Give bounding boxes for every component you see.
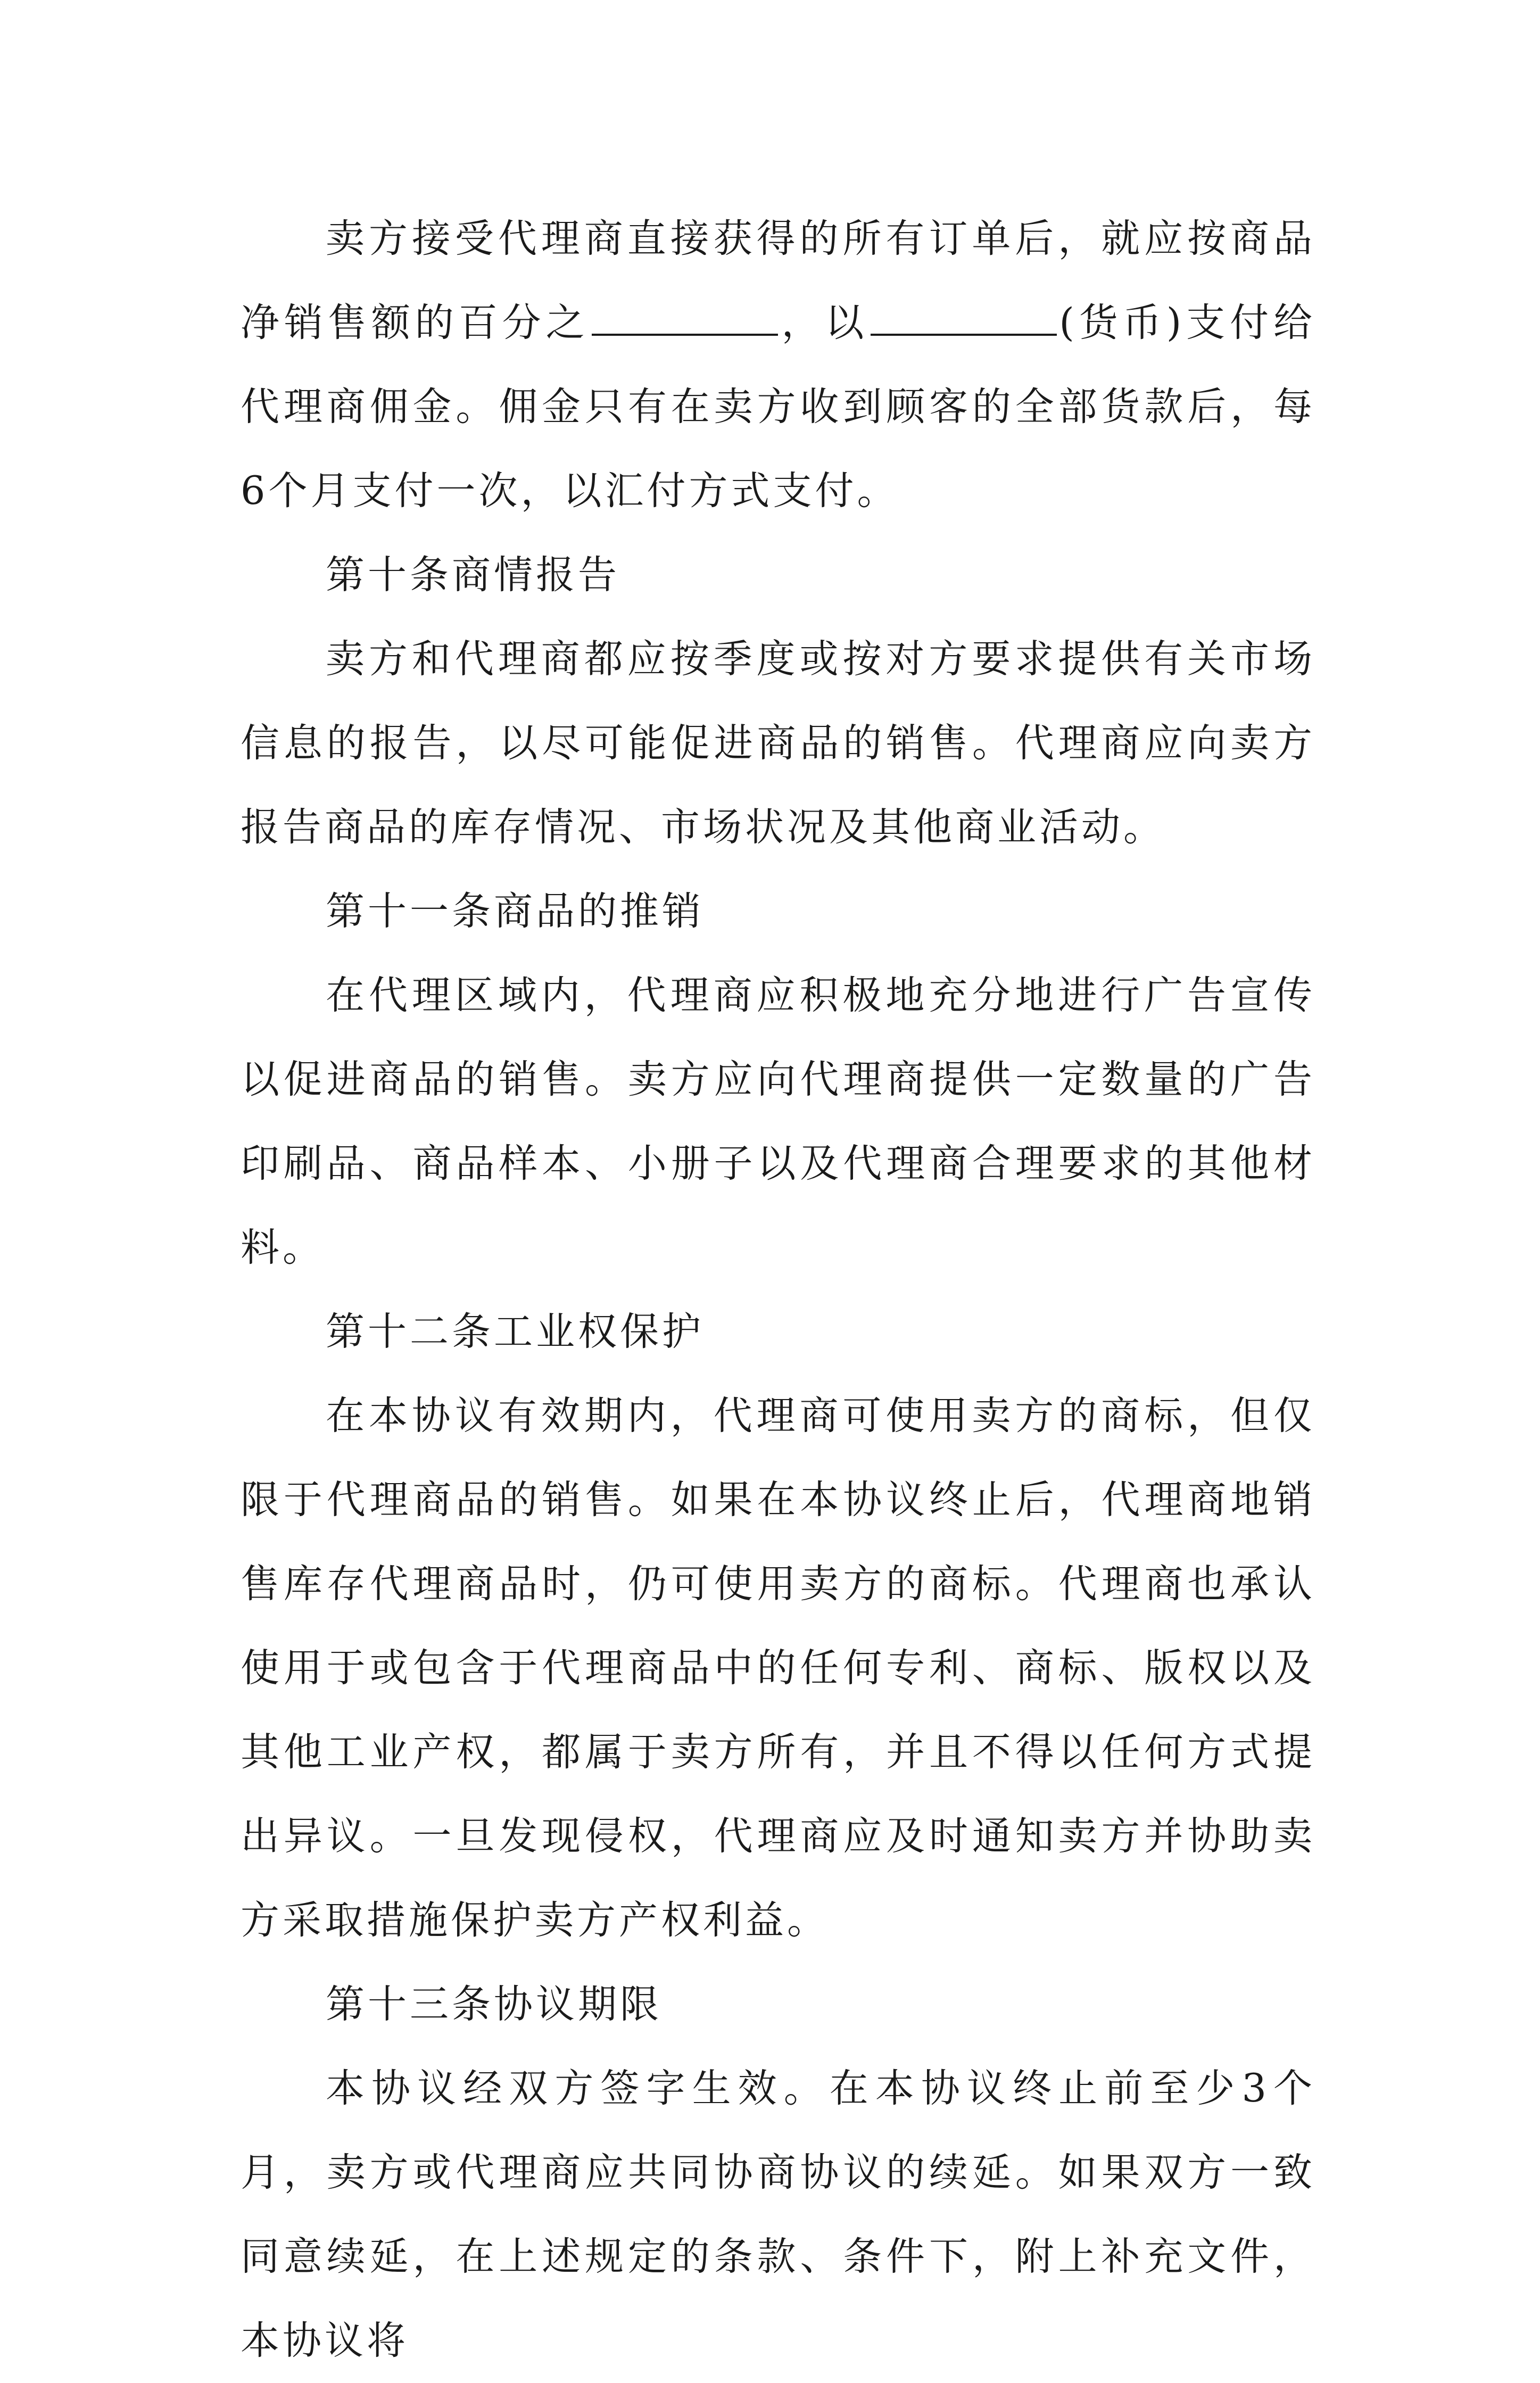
article-13-body: 本协议经双方签字生效。在本协议终止前至少3个月，卖方或代理商应共同协商协议的续延。如果双方一致同意续延，在上述规定的条款、条件下，附上补充文件，本协议将 — [241, 2066, 1315, 2363]
article-11-body: 在代理区域内，代理商应积极地充分地进行广告宣传以促进商品的销售。卖方应向代理商提供一定数量的广告印刷品、商品样本、小册子以及代理商合理要求的其他材料。 — [241, 973, 1315, 1270]
article-12-heading: 第十二条工业权保护 — [326, 1309, 704, 1354]
percentage-blank — [592, 302, 778, 336]
article-13-heading: 第十三条协议期限 — [326, 1982, 662, 2027]
currency-blank — [871, 302, 1057, 336]
commission-paragraph — [241, 197, 1315, 533]
commission-text-2: ，以 — [780, 300, 869, 345]
article-10-heading: 第十条商情报告 — [326, 552, 620, 598]
commission-text-1: 卖方接受代理商直接获得的所有订单后，就应按商品净销售额的百分之 — [241, 216, 1315, 345]
document-body — [241, 197, 1315, 2383]
article-10-body: 卖方和代理商都应按季度或按对方要求提供有关市场信息的报告，以尽可能促进商品的销售。代理商应向卖方报告商品的库存情况、市场状况及其他商业活动。 — [241, 636, 1315, 850]
article-12-body: 在本协议有效期内，代理商可使用卖方的商标，但仅限于代理商品的销售。如果在本协议终止后，代理商地销售库存代理商品时，仍可使用卖方的商标。代理商也承认使用于或包含于代理商品中的任何专利、商标、版权以及其他工业产权，都属于卖方所有，并且不得以任何方式提出异议。一旦发现侵权，代理商应及时通知卖方并协助卖方采取措施保护卖方产权利益。 — [241, 1393, 1315, 1943]
commission-text-3: (货币)支付给代理商佣金。佣金只有在卖方收到顾客的全部货款后，每6个月支付一次，以汇付方式支付。 — [241, 300, 1316, 514]
article-11-heading: 第十一条商品的推销 — [326, 889, 704, 934]
